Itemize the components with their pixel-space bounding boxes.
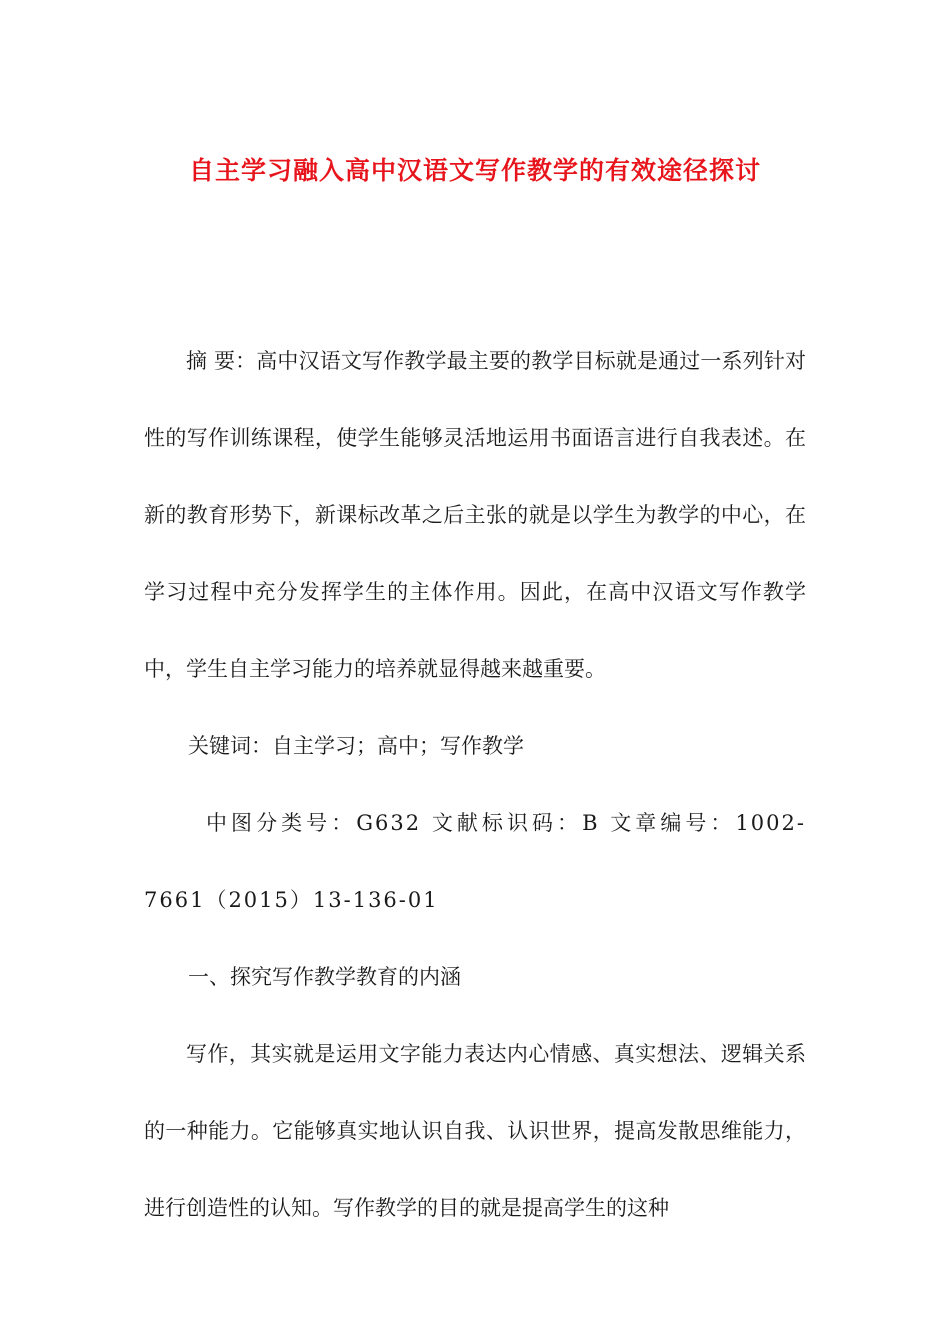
keywords-line: 关键词：自主学习；高中；写作教学 bbox=[188, 734, 524, 758]
classification-line: 中图分类号：G632 文献标识码：B 文章编号：1002-7661（2015）13-136-01 bbox=[144, 811, 806, 912]
body-paragraph: 写作，其实就是运用文字能力表达内心情感、真实想法、逻辑关系的一种能力。它能够真实地认识自我、认识世界，提高发散思维能力，进行创造性的认知。写作教学的目的就是提高学生的这种 bbox=[144, 1042, 806, 1220]
article-body bbox=[144, 323, 806, 1247]
section-heading: 一、探究写作教学教育的内涵 bbox=[188, 965, 461, 989]
article-title: 自主学习融入高中汉语文写作教学的有效途径探讨 bbox=[188, 155, 761, 185]
abstract-paragraph: 摘 要：高中汉语文写作教学最主要的教学目标就是通过一系列针对性的写作训练课程，使学生能够灵活地运用书面语言进行自我表述。在新的教育形势下，新课标改革之后主张的就是以学生为教学的中心，在学习过程中充分发挥学生的主体作用。因此，在高中汉语文写作教学中，学生自主学习能力的培养就显得越来越重要。 bbox=[144, 349, 806, 681]
